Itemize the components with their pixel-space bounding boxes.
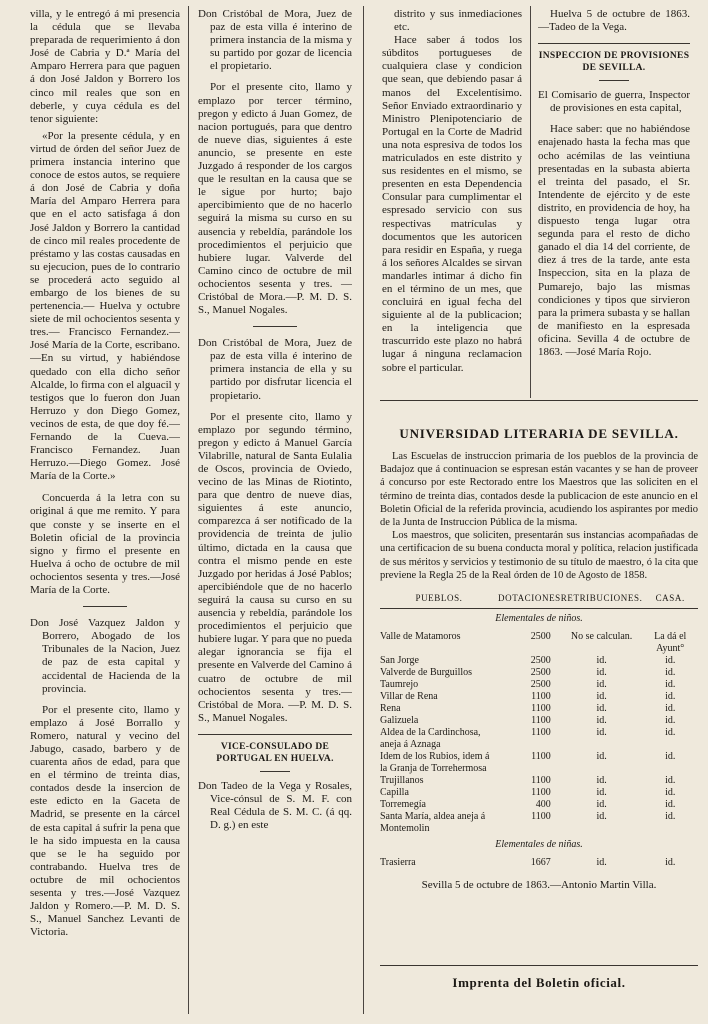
table-section: Elementales de niños. (495, 613, 583, 625)
table-row (380, 631, 698, 655)
table-section: Elementales de niñas. (495, 839, 583, 851)
table-row (380, 799, 698, 811)
schools-table (380, 590, 698, 869)
table-cell-pueblo: Villar de Rena (380, 691, 438, 703)
table-cell-casa: id. (665, 751, 676, 763)
table-cell-pueblo: Valverde de Burguillos (380, 667, 473, 679)
separator (538, 43, 690, 44)
table-cell-ret: id. (596, 787, 607, 799)
table-cell-dot: 1100 (531, 715, 551, 727)
table-cell-ret: id. (596, 679, 607, 691)
separator (260, 771, 290, 772)
table-cell-dot: 2500 (530, 667, 551, 679)
table-cell-dot: 1100 (531, 751, 551, 763)
table-cell-ret: id. (596, 667, 607, 679)
table-row (380, 679, 698, 691)
table-cell-ret: id. (596, 655, 607, 667)
paragraph: Por el presente cito, llamo y emplazo por tercer término, pregon y edicto á Juan Gomez, de nacion portugués, para que dentro de nueve dias, siguientes á este anuncio, se presente en este Juzgado á responder de los cargos que le resultan en la causa que se le sigue por hurto; bajo apercibimiento que de no hacerlo seguirá la misma su curso en su ausencia y rebeldía, parándole los procedimientos el perjuicio que hubiere lugar. Valverde del Camino cinco de octubre de mil ochocientos sesenta y tres. —Cristóbal de Mora.—P. M. D. S. S., Manuel Nogales. (198, 81, 352, 317)
paragraph: Por el presente cito, llamo y emplazo por segundo término, pregon y edicto á Manuel García Vilabrille, natural de Santa Eulalia de Oscos, provincia de Oviedo, vecino de las Minas de Riotinto, para que dentro de nueve dias, siguientes á este anuncio, comparezca á ser notificado de la providencia de treinta de julio último, dictada en la causa que contra el mismo pende en este Juzgado por heridas á José Pablos; apercibiéndole que de no hacerlo seguirá la causa su curso en su ausencia y rebeldía, parándole los procedimientos el perjuicio que hubiere lugar. Y para que no pueda alegar ignorancia se fija el presente en Valverde del Camino á cuatro de octubre de mil ochocientos sesenta y tres.—Cristóbal de Mora. —P. M. D. S. S., Manuel Nogales. (198, 410, 352, 724)
column-4 (538, 8, 690, 400)
table-cell-casa: id. (665, 775, 676, 787)
paragraph: Los maestros, que soliciten, presentarán sus instancias acompañadas de una certificacion de su buena conducta moral y política, relacion justificada de sus méritos y servicios y testimonio de su título de maestro, ó la cita que previene la Regla 25 de la Real órden de 10 de Agosto de 1858. (380, 530, 698, 581)
table-cell-ret: id. (596, 703, 607, 715)
table-cell-dot: 1100 (531, 787, 551, 799)
table-cell-pueblo: San Jorge (380, 655, 419, 667)
table-cell-ret: id. (596, 691, 607, 703)
notice-heading: Don Cristóbal de Mora, Juez de paz de esta villa é interino de primera instancia de ella y su partido por disfrutar licencia el propietario. (198, 337, 352, 402)
separator (253, 326, 297, 327)
table-row (380, 787, 698, 799)
table-cell-pueblo: Idem de los Rubios, idem á la Granja de Torrehermosa (380, 751, 490, 775)
table-cell-dot: 1100 (531, 703, 551, 715)
table-cell-casa: id. (665, 857, 676, 869)
table-cell-ret: id. (596, 751, 607, 763)
paragraph: Hace saber: que no habiéndose enajenado hasta la fecha mas que ocho acémilas de las veintiuna presentadas en la subasta abierta el treinta del pasado, el Sr. Intendente de ejército y de este distrito, en providencia de hoy, ha dispuesto tenga lugar otra segunda para el resto de dicho ganado el dia 14 del corriente, de diez á tres de la tarde, ante esta Inspeccion, sita en la plaza de Pumarejo, bajo las mismas condiciones y tipos que sirvieron para la primera subasta y se hallan de manifiesto en la espresada oficina. Sevilla 4 de octubre de 1863. —José María Rojo. (538, 123, 690, 358)
paragraph: Las Escuelas de instruccion primaria de los pueblos de la provincia de Badajoz que á continuacion se espresan están vacantes y se han de proveer á concurso por este Rectorado entre los Maestros que las soliciten en el término de treinta dias, contados desde la publicacion de este anuncio en el Boletin Oficial de la referida provincia, acudiendo los aspirantes por medio de la Junta de Instruccion Pública de la misma. (380, 451, 698, 529)
table-cell-casa: id. (665, 727, 676, 739)
table-cell-ret: id. (596, 715, 607, 727)
table-row (380, 691, 698, 703)
paragraph: Hace saber á todos los súbditos portugueses de cualquiera clase y condicion que sean, que debiendo pasar á manos del Excelentísimo. Señor Enviado extraordinario y Ministro Plenipotenciario de Portugal en la Corte de Madrid una nota espresiva de todos los matriculados en este distrito y sus residentes en el mismo, se presenten en esta Dependencia Consular para cumplimentar el espresado servicio con sus respectivas matrículas y documentos que les autoricen para residir en España, y ruega á los señores Alcaldes se sirvan mandarles intimar á dicho fin en el término de un mes, que concluirá en igual fecha del siguiente al de la publicacion; en la inteligencia que trascurrido este plazo no habrá lugar á ninguna reclamacion sobre el particular. (382, 34, 522, 374)
table-cell-dot: 1667 (530, 857, 551, 869)
table-row (380, 727, 698, 751)
notice-heading: Don Cristóbal de Mora, Juez de paz de esta villa é interino de primera instancia de la misma y su partido por gozar de licencia el propietario. (198, 8, 352, 73)
table-cell-ret: id. (596, 775, 607, 787)
section-title: INSPECCION DE PROVISIONES DE SEVILLA. (538, 51, 690, 74)
table-row (380, 811, 698, 835)
table-row (380, 703, 698, 715)
table-cell-dot: 2500 (530, 679, 551, 691)
table-cell-pueblo: Capilla (380, 787, 409, 799)
notice-heading: El Comisario de guerra, Inspector de provisiones en esta capital, (538, 89, 690, 115)
section-title: UNIVERSIDAD LITERARIA DE SEVILLA. (399, 426, 679, 441)
paragraph: villa, y le entregó á mi presencia la cédula que se llevaba preparada de requerimiento á don José de Cabria y D.ª María del Amparo Herrera para que paguen á don José Jaldon y Borrero los cinco mil reales que son en deberle, y cuya cédula es del tenor siguiente: (30, 8, 180, 125)
table-cell-casa: id. (665, 655, 676, 667)
table-row (380, 751, 698, 775)
table-cell-pueblo: Santa María, aldea aneja á Montemolin (380, 811, 486, 835)
separator (380, 400, 698, 401)
separator (198, 734, 352, 735)
paragraph: Huelva 5 de octubre de 1863.—Tadeo de la Vega. (538, 8, 690, 34)
paragraph: distrito y sus inmediaciones etc. (394, 8, 522, 34)
paragraph: «Por la presente cédula, y en virtud de órden del señor Juez de primera instancia interino que conoce de estos autos, se requiere á don José de Cabria y doña María del Amparo Herrera para que en el acto satisfaga á don José Jaldon y Borrero la cantidad de cinco mil reales procedente de préstamo y las costas causadas en su ejecucion, pues de lo contrario se procederá acto seguido al embargo de los bienes de su pertenencia.— Huelva y octubre siete de mil ochocientos sesenta y tres.— Francisco Fernandez.—José María de la Corte, escribano. —En su virtud, y habiéndose quedado con ella dicho señor Alcalde, lo firma con el alguacil y testigos que lo fueron don Juan Herruzo y don Diego Gomez, vecinos de esta, de que doy fé.—Fernando de la Cueva.—Francisco Fernandez. Juan Herruzo.—Diego Gomez. José María de la Corte.» (30, 129, 180, 483)
column-1 (30, 8, 180, 1013)
table-cell-ret: id. (596, 857, 607, 869)
column-header: PUEBLOS. (380, 590, 498, 609)
table-cell-casa: id. (665, 811, 676, 823)
separator (83, 606, 127, 607)
column-2 (198, 8, 352, 1013)
notice-heading: Don José Vazquez Jaldon y Borrero, Abogado de los Tribunales de la Nacion, Juez de paz de esta capital y accidental de Hacienda de la provincia. (30, 617, 180, 695)
section-title: VICE-CONSULADO DE PORTUGAL EN HUELVA. (216, 741, 334, 764)
table-cell-dot: 400 (535, 799, 551, 811)
table-cell-pueblo: Torremegía (380, 799, 426, 811)
table-cell-pueblo: Trasierra (380, 857, 416, 869)
table-cell-ret: id. (596, 727, 607, 739)
column-divider (363, 6, 364, 1014)
notice-heading: Don Tadeo de la Vega y Rosales, Vice-cónsul de S. M. F. con Real Cédula de S. M. C. (á qq. D. g.) en este (198, 779, 352, 832)
table-cell-pueblo: Taumrejo (380, 679, 419, 691)
table-cell-casa: id. (665, 715, 676, 727)
table-cell-casa: La dá el Ayunt° (654, 631, 687, 655)
paragraph: Por el presente cito, llamo y emplazo á José Borrallo y Romero, natural y vecino del Jabugo, casado, barbero y de cuarenta años de edad, para que en el término de treinta dias, contados desde la insercion de este edicto en la Gaceta de Madrid, se presente en la cárcel de esta capital á sufrir la pena que le ha sido impuesta en la causa que se le ha seguido por contrabando. Huelva tres de octubre de mil ochocientos sesenta y tres.—José Vazquez Jaldon y Romero.—P. M. D. S. S., Manuel Sanchez Levanti de Victoria. (30, 703, 180, 939)
table-cell-dot: 1100 (531, 727, 551, 739)
separator (599, 80, 629, 81)
table-cell-pueblo: Trujillanos (380, 775, 424, 787)
column-header: RETRIBUCIONES. (561, 590, 643, 609)
table-row (380, 655, 698, 667)
table-cell-casa: id. (665, 703, 676, 715)
table-cell-dot: 1100 (531, 691, 551, 703)
table-cell-casa: id. (665, 667, 676, 679)
column-3 (382, 8, 522, 393)
column-divider (188, 6, 189, 1014)
paragraph: Concuerda á la letra con su original á que me remito. Y para que conste y se inserte en el Boletin oficial de la provincia signo y firmo el presente en Huelva á ocho de octubre de mil ochocientos sesenta y tres.—José María de la Corte. (30, 492, 180, 597)
table-row (380, 857, 698, 869)
table-cell-casa: id. (665, 691, 676, 703)
table-cell-pueblo: Rena (380, 703, 401, 715)
separator (380, 965, 698, 966)
table-cell-dot: 2500 (530, 631, 551, 643)
table-cell-ret: id. (596, 799, 607, 811)
table-cell-ret: No se calculan. (570, 631, 633, 643)
table-cell-dot: 2500 (530, 655, 551, 667)
table-cell-dot: 1100 (531, 775, 551, 787)
table-cell-pueblo: Aldea de la Cardinchosa, aneja á Aznaga (380, 727, 481, 751)
table-cell-casa: id. (665, 787, 676, 799)
table-row (380, 715, 698, 727)
table-row (380, 775, 698, 787)
printer-footer: Imprenta del Boletin oficial. (452, 975, 626, 990)
university-notice (380, 402, 698, 891)
column-header: CASA. (642, 590, 698, 609)
column-header: DOTACIONES (498, 590, 561, 609)
signature-line: Sevilla 5 de octubre de 1863.—Antonio Martin Villa. (421, 879, 657, 892)
table-cell-casa: id. (665, 679, 676, 691)
table-row (380, 667, 698, 679)
column-divider (530, 6, 531, 398)
table-cell-dot: 1100 (531, 811, 551, 823)
table-cell-ret: id. (596, 811, 607, 823)
table-cell-casa: id. (665, 799, 676, 811)
table-cell-pueblo: Galizuela (380, 715, 419, 727)
table-cell-pueblo: Valle de Matamoros (380, 631, 461, 643)
